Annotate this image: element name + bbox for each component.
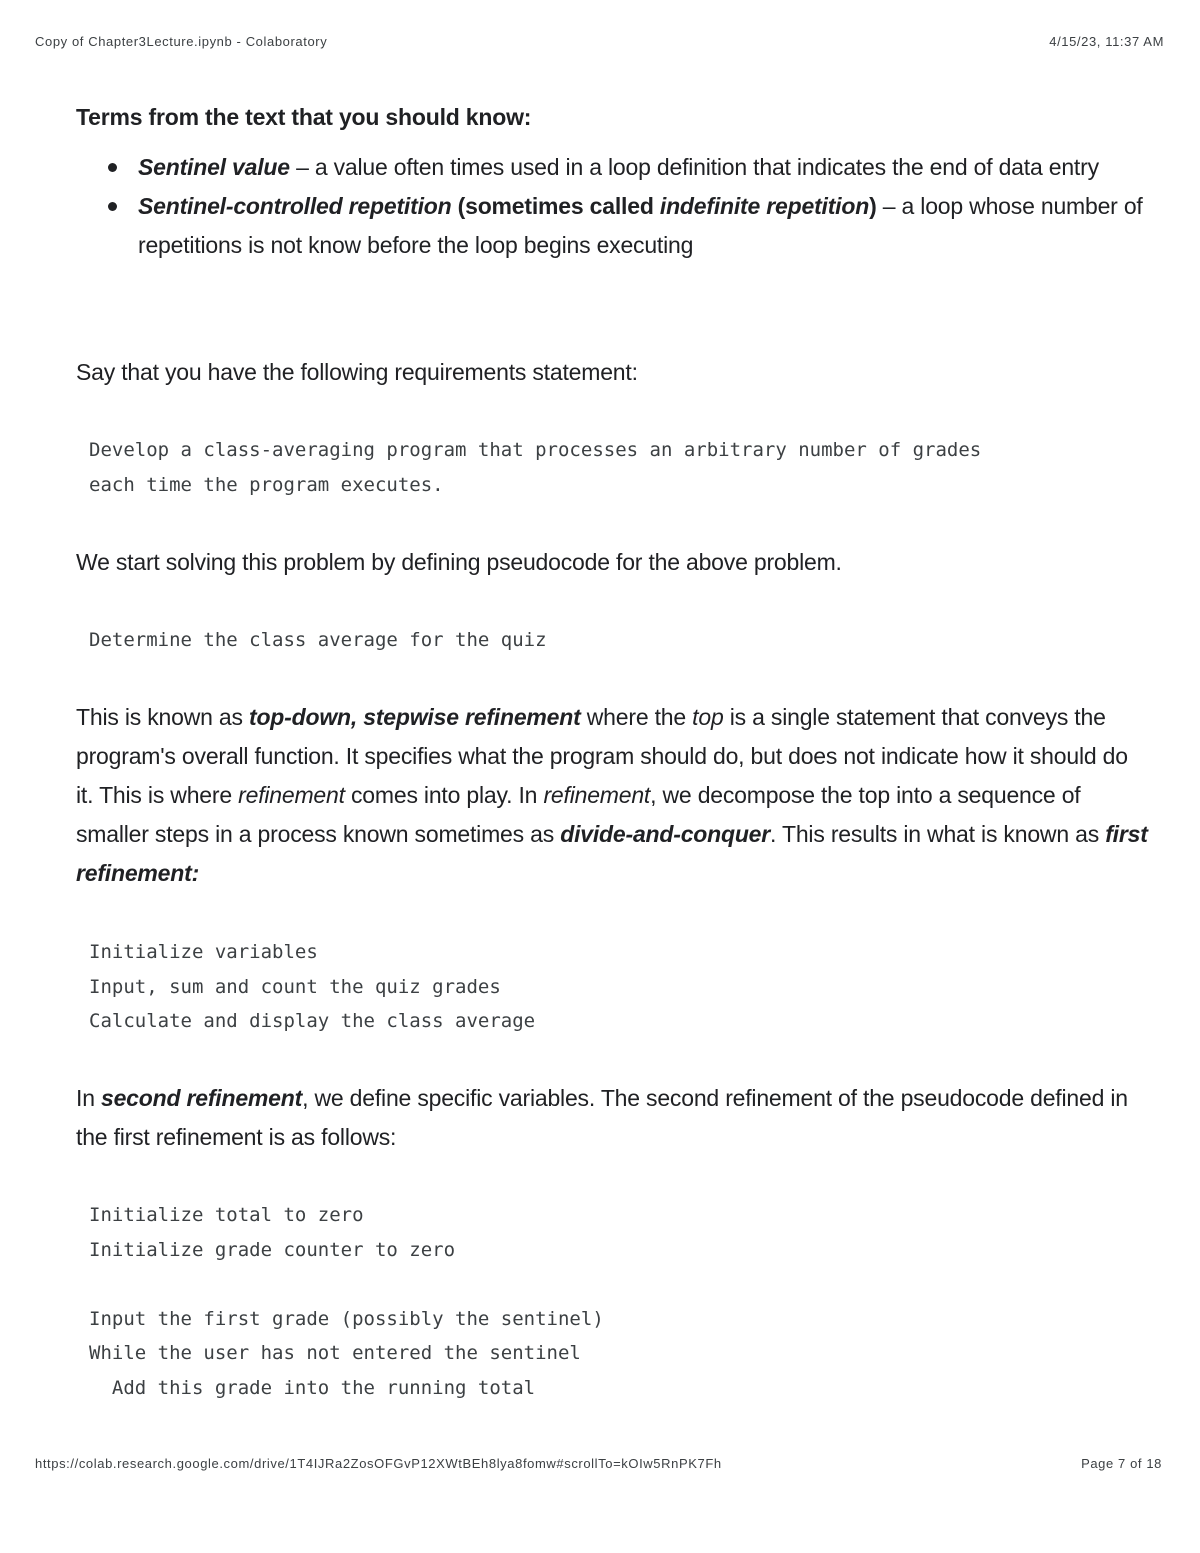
term-second-refinement: second refinement	[100, 1085, 303, 1111]
text-run: where the	[580, 704, 693, 730]
refinement-paragraph	[76, 698, 1148, 893]
term-top: top	[692, 704, 724, 730]
top-code-block: Determine the class average for the quiz	[89, 629, 547, 651]
term-divide-and-conquer: divide-and-conquer	[560, 821, 771, 847]
term-refinement: refinement	[238, 782, 345, 808]
print-footer-page-number: Page 7 of 18	[1081, 1456, 1162, 1471]
second-refinement-code-block: Initialize total to zero Initialize grade counter to zero Input the first grade (possibly the sentinel) While the user has not entered the sentinel Add this grade into the running total	[89, 1204, 604, 1399]
term-sentinel-controlled: Sentinel-controlled repetition	[138, 193, 452, 219]
term-definition: – a value often times used in a loop definition that indicates the end of data entry	[289, 154, 1099, 180]
term-definition: – a loop whose number of repetitions is not know before the loop begins executing	[138, 193, 1143, 258]
term-aside: (sometimes called	[451, 193, 660, 219]
text-run: is a single statement that conveys the program's overall function. It specifies what the program should do, but does not indicate how it should do it. This is where	[76, 704, 1128, 808]
list-item	[138, 148, 1148, 187]
requirements-intro: Say that you have the following requirements statement:	[76, 359, 638, 385]
text-run: In	[76, 1085, 101, 1111]
terms-list	[76, 148, 1148, 265]
print-footer-url: https://colab.research.google.com/drive/1T4IJRa2ZosOFGvP12XWtBEh8lya8fomw#scrollTo=kOIw5RnPK7Fh	[35, 1456, 722, 1471]
text-run: comes into play. In	[344, 782, 544, 808]
list-item	[138, 187, 1148, 265]
term-aside-close: )	[869, 193, 877, 219]
term-refinement: refinement	[543, 782, 651, 808]
text-run: , we define specific variables. The second refinement of the pseudocode defined in the first refinement is as follows:	[76, 1085, 1128, 1150]
text-run: . This results in what is known as	[770, 821, 1106, 847]
text-run: , we decompose the top into a sequence of smaller steps in a process known sometimes as	[76, 782, 1081, 847]
print-header-datetime: 4/15/23, 11:37 AM	[1049, 34, 1164, 49]
pseudocode-intro: We start solving this problem by defining pseudocode for the above problem.	[76, 549, 842, 575]
term-indefinite-repetition: indefinite repetition	[659, 193, 870, 219]
text-run: This is known as	[76, 704, 249, 730]
print-header-title: Copy of Chapter3Lecture.ipynb - Colaboratory	[35, 34, 328, 49]
terms-heading: Terms from the text that you should know:	[76, 104, 532, 130]
requirements-code-block: Develop a class-averaging program that processes an arbitrary number of grades each time the program executes.	[89, 439, 982, 496]
term-top-down: top-down, stepwise refinement	[249, 704, 581, 730]
first-refinement-code-block: Initialize variables Input, sum and count the quiz grades Calculate and display the class average	[89, 941, 536, 1033]
second-refinement-paragraph	[76, 1079, 1148, 1157]
term-sentinel-value: Sentinel value	[138, 154, 290, 180]
term-first-refinement: first refinement:	[76, 821, 1148, 886]
